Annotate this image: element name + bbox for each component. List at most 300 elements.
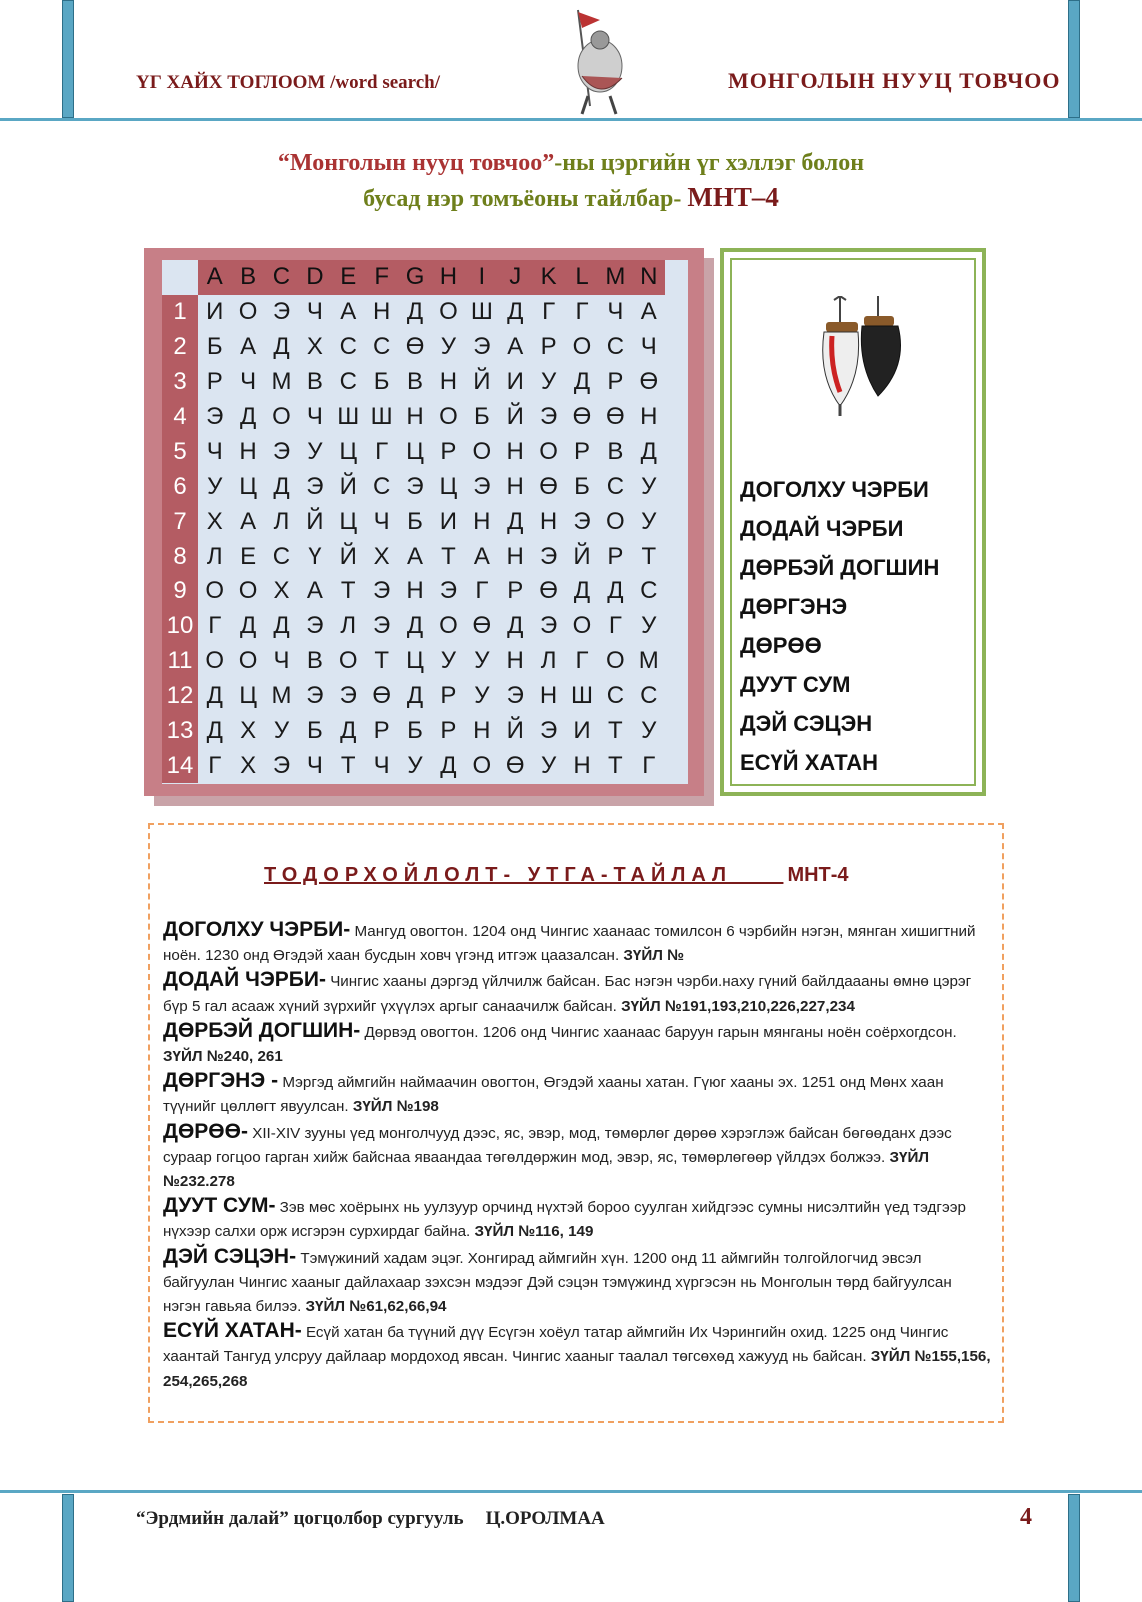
grid-letter-cell[interactable]: Д: [507, 612, 524, 640]
grid-column-label: M: [599, 260, 632, 295]
grid-letter-cell[interactable]: Г: [575, 298, 589, 326]
grid-letter-cell[interactable]: О: [439, 298, 458, 326]
grid-letter-cell[interactable]: С: [606, 472, 625, 500]
grid-letter-cell[interactable]: Д: [273, 472, 290, 500]
grid-row-number: 2: [162, 330, 198, 365]
grid-letter-cell[interactable]: Г: [575, 647, 589, 675]
grid-letter-cell[interactable]: Д: [440, 751, 457, 779]
definition-term: ДӨРБЭЙ ДОГШИН-: [163, 1018, 361, 1042]
grid-letter-cell[interactable]: Р: [573, 437, 590, 465]
grid-letter-cell[interactable]: Ө: [539, 577, 558, 605]
page-title-line2: [0, 182, 1142, 213]
grid-letter-cell[interactable]: Р: [373, 717, 390, 745]
grid-column-header-row: [162, 260, 665, 295]
grid-row-number: 5: [162, 434, 198, 469]
grid-row-number: 8: [162, 539, 198, 574]
grid-letter-cell[interactable]: Ч: [306, 403, 323, 430]
grid-row: [162, 574, 665, 609]
grid-letter-cell[interactable]: Г: [608, 612, 622, 640]
definition-reference: ЗҮЙЛ №61,62,66,94: [305, 1298, 447, 1316]
grid-letter-cell[interactable]: Т: [641, 542, 657, 570]
grid-letter-cell[interactable]: О: [606, 507, 625, 535]
title-line1-rest: -ны цэргийн үг хэллэг болон: [554, 150, 865, 176]
grid-letter-cell[interactable]: Ө: [405, 333, 425, 361]
grid-letter-cell[interactable]: Э: [539, 717, 558, 745]
grid-letter-cell[interactable]: Н: [372, 298, 391, 326]
word-list-item: ДОДАЙ ЧЭРБИ: [740, 516, 904, 541]
grid-letter-cell[interactable]: Э: [539, 612, 558, 640]
definitions-heading-code: МНТ-4: [787, 864, 849, 886]
grid-letter-cell[interactable]: Э: [506, 682, 524, 710]
definition-term: ЕСҮЙ ХАТАН-: [163, 1319, 302, 1343]
grid-letter-cell[interactable]: Р: [607, 542, 624, 570]
grid-letter-cell[interactable]: Ү: [308, 542, 322, 570]
grid-letter-cell[interactable]: Ч: [240, 368, 257, 396]
grid-letter-cell[interactable]: Г: [375, 437, 389, 465]
definition-term: ДУУТ СУМ-: [163, 1194, 276, 1218]
grid-letter-cell[interactable]: Ч: [206, 437, 223, 465]
grid-letter-cell[interactable]: Т: [340, 751, 356, 779]
grid-letter-cell[interactable]: М: [271, 682, 292, 710]
grid-letter-cell[interactable]: Э: [439, 577, 458, 605]
grid-row-number: 4: [162, 400, 198, 435]
grid-letter-cell[interactable]: Х: [306, 333, 323, 361]
grid-letter-cell[interactable]: Р: [440, 682, 457, 710]
grid-letter-cell[interactable]: Д: [206, 717, 223, 745]
grid-letter-cell[interactable]: И: [206, 298, 224, 326]
grid-letter-cell[interactable]: Ц: [339, 437, 358, 465]
grid-letter-cell[interactable]: Д: [406, 298, 424, 326]
grid-letter-cell[interactable]: Б: [473, 403, 490, 430]
grid-letter-cell[interactable]: О: [238, 647, 258, 675]
grid-letter-cell[interactable]: Б: [306, 717, 323, 745]
header-right-title: МОНГОЛЫН НУУЦ ТОВЧОО: [728, 68, 1061, 93]
word-list-item: ЕСҮЙ ХАТАН: [740, 750, 879, 775]
grid-row: [162, 504, 665, 539]
grid-letter-cell[interactable]: Д: [507, 507, 524, 535]
title-line2-text: бусад нэр томъёоны тайлбар-: [363, 186, 688, 212]
grid-letter-cell[interactable]: Р: [540, 333, 557, 361]
grid-letter-cell[interactable]: Х: [240, 717, 257, 745]
grid-row: [162, 679, 665, 714]
grid-letter-cell[interactable]: У: [641, 507, 657, 535]
definition-text: Чингис хааны дэргэд үйлчилж байсан. Бас нэгэн чэрби.наху гүний байлдаааны өмнө цэрэг бүр 5 гал асааж хүний зүрхийг үхүүлэх аргыг санаачилж байсан.: [163, 973, 972, 1015]
grid-letter-cell[interactable]: Ч: [640, 333, 657, 361]
grid-letter-cell[interactable]: Г: [542, 298, 556, 326]
grid-letter-cell[interactable]: Б: [373, 368, 390, 396]
title-code: МНТ–4: [687, 182, 779, 212]
grid-letter-cell[interactable]: С: [272, 542, 291, 570]
grid-column-label: A: [198, 260, 231, 295]
grid-letter-cell[interactable]: Ц: [239, 682, 257, 710]
grid-letter-cell[interactable]: Л: [540, 647, 557, 675]
grid-letter-cell[interactable]: Д: [406, 612, 424, 640]
definition-term: ДОГОЛХУ ЧЭРБИ-: [163, 918, 351, 941]
grid-letter-cell[interactable]: У: [207, 472, 223, 500]
grid-letter-cell[interactable]: Н: [640, 403, 658, 430]
grid-letter-cell[interactable]: О: [338, 647, 358, 675]
grid-letter-cell[interactable]: Д: [239, 403, 257, 430]
grid-letter-cell[interactable]: Ө: [372, 682, 391, 710]
grid-row: [162, 365, 665, 400]
left-top-bar: [62, 0, 74, 118]
grid-letter-cell[interactable]: Э: [272, 437, 291, 465]
grid-letter-cell[interactable]: Е: [240, 542, 257, 570]
grid-letter-cell[interactable]: Х: [373, 542, 390, 570]
grid-letter-cell[interactable]: Т: [340, 577, 356, 605]
grid-letter-cell[interactable]: Ө: [472, 612, 492, 640]
grid-letter-cell[interactable]: О: [539, 437, 558, 465]
grid-letter-cell[interactable]: Л: [206, 542, 223, 570]
grid-letter-cell[interactable]: Й: [573, 542, 591, 570]
title-quote: “Монголын нууц товчоо”: [277, 150, 555, 176]
grid-letter-cell[interactable]: У: [474, 682, 490, 710]
definition-text: Мэргэд аймгийн наймаачин овогтон, Өгэдэй хааны хатан. Гүюг хааны эх. 1251 онд Мөнх хаан түүнийг цөллөгт явуулсан.: [163, 1074, 944, 1116]
grid-letter-cell[interactable]: Н: [539, 682, 558, 710]
grid-letter-cell[interactable]: О: [238, 577, 258, 605]
grid-letter-cell[interactable]: Э: [306, 682, 324, 710]
definitions-heading: [264, 864, 849, 887]
grid-letter-cell[interactable]: О: [272, 403, 291, 430]
right-bottom-bar: [1068, 1494, 1080, 1602]
grid-letter-cell[interactable]: Х: [206, 507, 223, 535]
definition-reference: ЗҮЙЛ №191,193,210,226,227,234: [621, 997, 855, 1015]
grid-row-number: 10: [162, 609, 198, 644]
grid-letter-cell[interactable]: Н: [506, 542, 524, 570]
grid-row: [162, 434, 665, 469]
grid-letter-cell[interactable]: Й: [506, 717, 524, 745]
grid-column-label: J: [499, 260, 532, 295]
grid-letter-cell[interactable]: О: [606, 647, 625, 675]
grid-letter-cell[interactable]: С: [640, 682, 658, 710]
grid-letter-cell[interactable]: Л: [273, 507, 290, 535]
grid-letter-cell[interactable]: У: [407, 751, 423, 779]
grid-letter-cell[interactable]: У: [641, 472, 657, 500]
grid-letter-cell[interactable]: У: [641, 612, 657, 640]
grid-column-label: H: [432, 260, 465, 295]
grid-letter-cell[interactable]: Д: [406, 682, 424, 710]
grid-letter-cell[interactable]: У: [440, 333, 457, 361]
definition-entry: [163, 1194, 993, 1244]
grid-letter-cell[interactable]: У: [474, 647, 490, 675]
grid-letter-cell[interactable]: А: [306, 577, 323, 605]
grid-letter-cell[interactable]: Н: [406, 403, 424, 430]
grid-letter-cell[interactable]: Ө: [606, 403, 625, 430]
word-search-grid: [162, 260, 665, 783]
grid-letter-cell[interactable]: И: [506, 368, 524, 396]
grid-row-number: 12: [162, 679, 198, 714]
grid-letter-cell[interactable]: Б: [206, 333, 223, 361]
grid-row: [162, 469, 665, 504]
grid-letter-cell[interactable]: У: [440, 647, 457, 675]
grid-letter-cell[interactable]: Ц: [406, 437, 424, 465]
footer-author: Ц.ОРОЛМАА: [485, 1508, 605, 1529]
grid-letter-cell[interactable]: Н: [473, 717, 491, 745]
grid-row: [162, 295, 665, 330]
grid-letter-cell[interactable]: А: [507, 333, 524, 361]
grid-column-label: E: [332, 260, 365, 295]
grid-column-label: D: [298, 260, 331, 295]
right-top-bar: [1068, 0, 1080, 118]
definition-entry: [163, 1069, 993, 1119]
grid-letter-cell[interactable]: Д: [273, 333, 290, 361]
grid-letter-cell[interactable]: С: [372, 472, 391, 500]
grid-letter-cell[interactable]: Н: [506, 437, 524, 465]
grid-letter-cell[interactable]: Й: [339, 472, 357, 500]
grid-corner-cell: [162, 260, 198, 295]
grid-letter-cell[interactable]: Э: [272, 298, 291, 326]
definition-reference: ЗҮЙЛ №240, 261: [163, 1048, 283, 1066]
grid-letter-cell[interactable]: Ц: [439, 472, 458, 500]
grid-letter-cell[interactable]: Ш: [370, 403, 393, 430]
grid-column-label: N: [632, 260, 665, 295]
grid-letter-cell[interactable]: Ш: [337, 403, 360, 430]
grid-letter-cell[interactable]: С: [339, 333, 357, 361]
footer-rule: [0, 1490, 1142, 1493]
grid-letter-cell[interactable]: Д: [273, 612, 290, 640]
grid-letter-cell[interactable]: У: [641, 717, 657, 745]
grid-letter-cell[interactable]: А: [473, 542, 490, 570]
word-list-item: ДЭЙ СЭЦЭН: [740, 711, 873, 736]
grid-letter-cell[interactable]: В: [306, 647, 323, 675]
grid-letter-cell[interactable]: О: [238, 298, 258, 326]
word-list-item: ДӨРӨӨ: [740, 633, 822, 658]
definition-term: ДЭЙ СЭЦЭН-: [163, 1244, 297, 1268]
grid-row-number: 1: [162, 295, 198, 330]
grid-letter-cell[interactable]: Ө: [572, 403, 592, 430]
definition-text: Тэмүжиний хадам эцэг. Хонгирад аймгийн хүн. 1200 онд 11 аймгийн толгойлогчид эвсэл байгуулан Чингис хааныг дайлахаар зэхсэн мэдээг Дэй сэцэн тэмүжинд хүргэсэн нь Монголын төрд байгуулсан нэгэн гавьяа билээ.: [163, 1249, 952, 1316]
grid-letter-cell[interactable]: Ш: [470, 298, 493, 326]
grid-letter-cell[interactable]: Н: [573, 751, 591, 779]
grid-row: [162, 644, 665, 679]
grid-row-number: 6: [162, 469, 198, 504]
word-list-item: ДӨРБЭЙ ДОГШИН: [740, 555, 940, 580]
definition-reference: ЗҮЙЛ №155,156, 254,265,268: [163, 1348, 991, 1390]
grid-letter-cell[interactable]: Э: [406, 472, 424, 500]
grid-letter-cell[interactable]: И: [573, 717, 591, 745]
grid-letter-cell[interactable]: Д: [607, 577, 624, 605]
grid-letter-cell[interactable]: Н: [539, 507, 558, 535]
grid-letter-cell[interactable]: Й: [473, 368, 491, 396]
grid-column-label: B: [231, 260, 264, 295]
definition-entry: [163, 968, 993, 1018]
grid-row-number: 14: [162, 748, 198, 783]
grid-letter-cell[interactable]: Э: [373, 612, 391, 640]
grid-letter-cell[interactable]: С: [372, 333, 391, 361]
definition-reference: ЗҮЙЛ №198: [352, 1098, 439, 1116]
grid-letter-cell[interactable]: Н: [506, 472, 524, 500]
grid-letter-cell[interactable]: Д: [573, 368, 591, 396]
definition-text: Зэв мөс хоёрынх нь уулзуур орчинд нүхтэй бороо суулган хийдгээс сумны нисэлтийн үед тэдгээр нүхээр салхи орж исгэрэн сурхирдаг байна.: [163, 1199, 966, 1241]
grid-letter-cell[interactable]: В: [407, 368, 424, 396]
word-list-item: ДОГОЛХУ ЧЭРБИ: [740, 477, 929, 502]
grid-letter-cell[interactable]: Э: [206, 403, 224, 430]
grid-letter-cell[interactable]: И: [439, 507, 458, 535]
left-bottom-bar: [62, 1494, 74, 1602]
definitions-heading-text: ТОДОРХОЙЛОЛТ- УТГА-ТАЙЛАЛ___: [264, 864, 784, 886]
grid-letter-cell[interactable]: Т: [441, 542, 456, 570]
grid-letter-cell[interactable]: Э: [539, 403, 558, 430]
grid-column-label: C: [265, 260, 298, 295]
grid-letter-cell[interactable]: Й: [306, 507, 324, 535]
grid-letter-cell[interactable]: Э: [573, 507, 591, 535]
grid-letter-cell[interactable]: Н: [506, 647, 524, 675]
grid-letter-cell[interactable]: Ц: [239, 472, 257, 500]
definition-text: Есүй хатан ба түүний дүү Есүгэн хоёул татар аймгийн Их Чэрингийн охид. 1225 онд Чингис хаантай Тангуд улсруу дайлаар мордоход явсан. Чингис хааныг таалал төгсөхөд хажууд нь байсан.: [163, 1324, 949, 1366]
grid-letter-cell[interactable]: Э: [339, 682, 357, 710]
grid-letter-cell[interactable]: А: [640, 298, 657, 326]
grid-letter-cell[interactable]: Н: [473, 507, 491, 535]
grid-letter-cell[interactable]: С: [339, 368, 357, 396]
grid-letter-cell[interactable]: О: [572, 612, 592, 640]
grid-letter-cell[interactable]: Ө: [505, 751, 525, 779]
grid-letter-cell[interactable]: Д: [206, 682, 223, 710]
grid-letter-cell[interactable]: Д: [640, 437, 657, 465]
grid-letter-cell[interactable]: Ч: [273, 647, 290, 675]
page-number: 4: [1020, 1504, 1032, 1530]
definition-term: ДОДАЙ ЧЭРБИ-: [163, 968, 326, 992]
grid-letter-cell[interactable]: О: [205, 647, 225, 675]
footer-school: “Эрдмийн далай” цогцолбор сургууль: [136, 1508, 464, 1529]
grid-letter-cell[interactable]: Д: [507, 298, 524, 326]
grid-letter-cell[interactable]: Ч: [373, 751, 390, 779]
grid-letter-cell[interactable]: Р: [440, 437, 457, 465]
grid-letter-cell[interactable]: Й: [506, 403, 524, 430]
grid-row-number: 9: [162, 574, 198, 609]
grid-letter-cell[interactable]: Н: [406, 577, 424, 605]
grid-letter-cell[interactable]: Д: [573, 577, 591, 605]
grid-letter-cell[interactable]: У: [273, 717, 290, 745]
grid-row: [162, 539, 665, 574]
grid-letter-cell[interactable]: Т: [608, 717, 623, 745]
grid-letter-cell[interactable]: А: [240, 333, 257, 361]
grid-letter-cell[interactable]: Ц: [406, 647, 424, 675]
grid-letter-cell[interactable]: Э: [473, 472, 491, 500]
grid-row: [162, 748, 665, 783]
grid-column-label: L: [565, 260, 598, 295]
grid-letter-cell[interactable]: У: [540, 751, 557, 779]
grid-letter-cell[interactable]: Ч: [607, 298, 624, 326]
grid-letter-cell[interactable]: Х: [273, 577, 290, 605]
page-title-line1: [0, 150, 1142, 177]
definition-reference: ЗҮЙЛ №116, 149: [474, 1223, 594, 1241]
grid-letter-cell[interactable]: Й: [339, 542, 357, 570]
grid-letter-cell[interactable]: Ө: [639, 368, 659, 396]
definitions-list: [163, 918, 993, 1394]
header-left-title: ҮГ ХАЙХ ТОГЛООМ /word search/: [136, 72, 441, 93]
grid-letter-cell[interactable]: Ц: [339, 507, 358, 535]
grid-letter-cell[interactable]: Ө: [539, 472, 558, 500]
grid-letter-cell[interactable]: Н: [439, 368, 458, 396]
grid-row-number: 7: [162, 504, 198, 539]
grid-letter-cell[interactable]: Ч: [306, 751, 323, 779]
grid-letter-cell[interactable]: Б: [574, 472, 590, 500]
grid-letter-cell[interactable]: М: [271, 368, 292, 396]
grid-letter-cell[interactable]: Ч: [306, 298, 323, 326]
grid-letter-cell[interactable]: Т: [374, 647, 389, 675]
grid-letter-cell[interactable]: Т: [608, 751, 623, 779]
grid-row: [162, 330, 665, 365]
grid-letter-cell[interactable]: Д: [239, 612, 257, 640]
grid-letter-cell[interactable]: С: [606, 682, 625, 710]
grid-letter-cell[interactable]: Ш: [570, 682, 593, 710]
definition-term: ДӨРГЭНЭ -: [163, 1069, 279, 1093]
grid-letter-cell[interactable]: Э: [306, 612, 324, 640]
grid-letter-cell[interactable]: А: [407, 542, 424, 570]
grid-letter-cell[interactable]: О: [472, 751, 492, 779]
grid-letter-cell[interactable]: У: [307, 437, 323, 465]
grid-letter-cell[interactable]: С: [606, 333, 625, 361]
grid-row: [162, 400, 665, 435]
grid-letter-cell[interactable]: Р: [607, 368, 624, 396]
grid-row-number: 11: [162, 644, 198, 679]
grid-row-number: 3: [162, 365, 198, 400]
grid-column-label: K: [532, 260, 565, 295]
grid-letter-cell[interactable]: О: [572, 333, 592, 361]
grid-letter-cell[interactable]: Э: [272, 751, 291, 779]
grid-letter-cell[interactable]: О: [439, 612, 458, 640]
grid-letter-cell[interactable]: Э: [373, 577, 391, 605]
header-rule: [0, 118, 1142, 121]
grid-letter-cell[interactable]: Р: [206, 368, 223, 396]
grid-letter-cell[interactable]: Р: [440, 717, 457, 745]
grid-letter-cell[interactable]: Г: [642, 751, 656, 779]
sulde-banner-icon: [818, 296, 918, 416]
definition-reference: ЗҮЙЛ №: [623, 947, 685, 965]
grid-letter-cell[interactable]: А: [340, 298, 357, 326]
definition-entry: [163, 1245, 993, 1320]
definition-entry: [163, 1319, 993, 1394]
grid-letter-cell[interactable]: О: [472, 437, 492, 465]
definition-entry: [163, 1019, 993, 1069]
grid-letter-cell[interactable]: Р: [507, 577, 524, 605]
grid-row: [162, 609, 665, 644]
grid-letter-cell[interactable]: В: [306, 368, 323, 396]
grid-letter-cell[interactable]: Э: [473, 333, 491, 361]
grid-letter-cell[interactable]: Г: [208, 612, 222, 640]
grid-letter-cell[interactable]: Э: [306, 472, 324, 500]
grid-row: [162, 714, 665, 749]
grid-letter-cell[interactable]: Н: [239, 437, 257, 465]
definition-reference: ЗҮЙЛ №232.278: [163, 1148, 930, 1191]
grid-column-label: F: [365, 260, 398, 295]
grid-letter-cell[interactable]: Д: [340, 717, 357, 745]
warrior-illustration: [560, 6, 636, 116]
grid-letter-cell[interactable]: О: [439, 403, 458, 430]
grid-letter-cell[interactable]: С: [640, 577, 658, 605]
word-list-item: ДӨРГЭНЭ: [740, 594, 848, 619]
grid-letter-cell[interactable]: Б: [407, 717, 423, 745]
grid-letter-cell[interactable]: Б: [407, 507, 423, 535]
definition-entry: [163, 1120, 993, 1195]
grid-letter-cell[interactable]: Х: [240, 751, 257, 779]
word-list-item: ДУУТ СУМ: [740, 672, 851, 697]
grid-letter-cell[interactable]: О: [205, 577, 225, 605]
footer-credits: [136, 1508, 605, 1530]
grid-letter-cell[interactable]: Э: [539, 542, 558, 570]
grid-letter-cell[interactable]: Ч: [373, 507, 390, 535]
grid-letter-cell[interactable]: А: [240, 507, 257, 535]
definition-text: Дөрвэд овогтон. 1206 онд Чингис хаанаас баруун гарын мянганы ноён соёрхогдсон.: [360, 1023, 957, 1041]
grid-letter-cell[interactable]: М: [638, 647, 659, 675]
grid-letter-cell[interactable]: У: [540, 368, 557, 396]
grid-letter-cell[interactable]: Л: [340, 612, 357, 640]
grid-column-label: I: [465, 260, 498, 295]
grid-letter-cell[interactable]: Г: [208, 751, 222, 779]
grid-letter-cell[interactable]: В: [607, 437, 624, 465]
definition-term: ДӨРӨӨ-: [163, 1119, 248, 1143]
grid-letter-cell[interactable]: Г: [475, 577, 489, 605]
